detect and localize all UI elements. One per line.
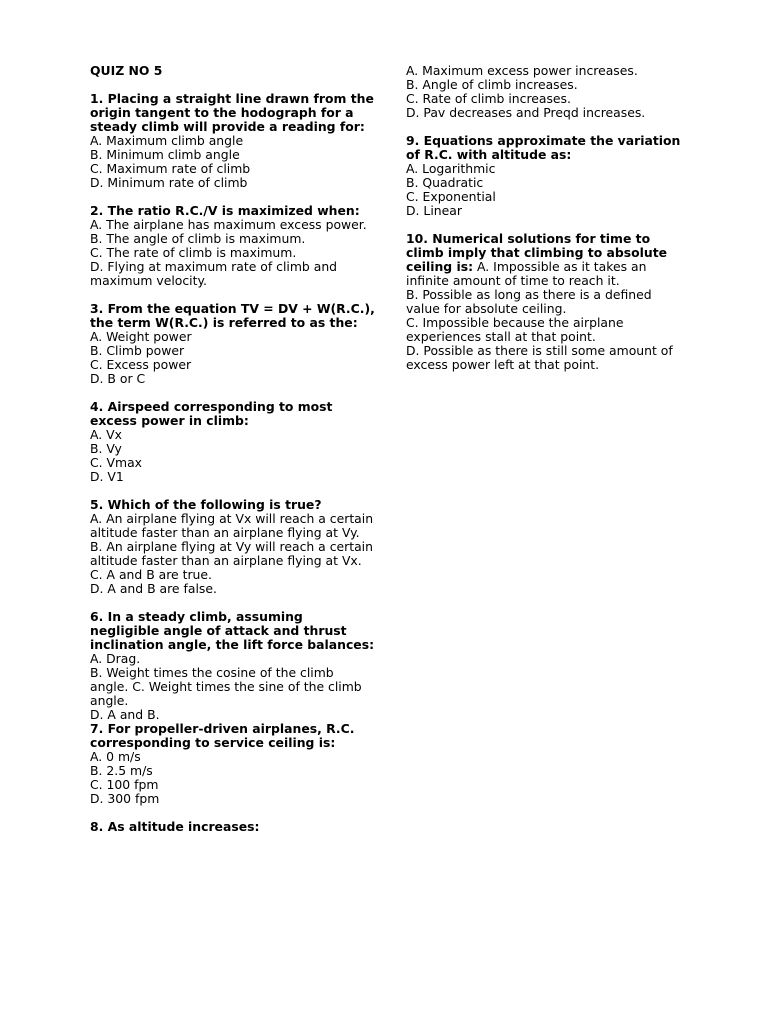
question-2 xyxy=(90,204,375,288)
q10-option-d: D. Possible as there is still some amount of excess power left at that point. xyxy=(406,343,673,372)
question-4 xyxy=(90,400,375,484)
q2-option-a: A. The airplane has maximum excess power. xyxy=(90,217,367,232)
q8-option-a: A. Maximum excess power increases. xyxy=(406,63,638,78)
q3-option-d: D. B or C xyxy=(90,371,146,386)
q9-option-d: D. Linear xyxy=(406,203,462,218)
question-3-text: 3. From the equation TV = DV + W(R.C.), the term W(R.C.) is referred to as the: xyxy=(90,301,375,330)
q4-option-c: C. Vmax xyxy=(90,455,143,470)
question-5-text: 5. Which of the following is true? xyxy=(90,497,322,512)
question-4-text: 4. Airspeed corresponding to most excess power in climb: xyxy=(90,399,333,428)
q6-option-d: D. A and B. xyxy=(90,707,160,722)
q10-option-c: C. Impossible because the airplane experiences stall at that point. xyxy=(406,315,624,344)
right-column xyxy=(406,64,681,386)
question-6-text: 6. In a steady climb, assuming negligible angle of attack and thrust inclination angle, the lift force balances: xyxy=(90,609,375,652)
question-5 xyxy=(90,498,375,596)
question-1-text: 1. Placing a straight line drawn from the origin tangent to the hodograph for a steady climb will provide a reading for: xyxy=(90,91,374,134)
question-9-text: 9. Equations approximate the variation of R.C. with altitude as: xyxy=(406,133,681,162)
question-7-text: 7. For propeller-driven airplanes, R.C. corresponding to service ceiling is: xyxy=(90,721,355,750)
q6-option-a: A. Drag. xyxy=(90,651,141,666)
q3-option-a: A. Weight power xyxy=(90,329,192,344)
q2-option-b: B. The angle of climb is maximum. xyxy=(90,231,306,246)
q3-option-b: B. Climb power xyxy=(90,343,185,358)
q10-option-b: B. Possible as long as there is a defined value for absolute ceiling. xyxy=(406,287,652,316)
q4-option-b: B. Vy xyxy=(90,441,122,456)
q8-option-c: C. Rate of climb increases. xyxy=(406,91,571,106)
question-9 xyxy=(406,134,681,218)
q5-option-b: B. An airplane flying at Vy will reach a certain altitude faster than an airplane flying at Vx. xyxy=(90,539,373,568)
q4-option-d: D. V1 xyxy=(90,469,124,484)
q9-option-a: A. Logarithmic xyxy=(406,161,496,176)
q9-option-c: C. Exponential xyxy=(406,189,496,204)
q7-option-c: C. 100 fpm xyxy=(90,777,159,792)
question-2-text: 2. The ratio R.C./V is maximized when: xyxy=(90,203,360,218)
question-10 xyxy=(406,232,681,372)
left-column xyxy=(90,64,375,848)
question-6 xyxy=(90,610,375,722)
q10-option-a: A. Impossible as it takes an infinite amount of time to reach it. xyxy=(406,259,647,288)
question-7 xyxy=(90,722,375,806)
q5-option-d: D. A and B are false. xyxy=(90,581,217,596)
q2-option-c: C. The rate of climb is maximum. xyxy=(90,245,297,260)
q9-option-b: B. Quadratic xyxy=(406,175,484,190)
q1-option-c: C. Maximum rate of climb xyxy=(90,161,251,176)
q7-option-b: B. 2.5 m/s xyxy=(90,763,153,778)
q1-option-a: A. Maximum climb angle xyxy=(90,133,244,148)
question-1 xyxy=(90,92,375,190)
q4-option-a: A. Vx xyxy=(90,427,122,442)
q5-option-c: C. A and B are true. xyxy=(90,567,212,582)
quiz-title: QUIZ NO 5 xyxy=(90,63,163,78)
question-8 xyxy=(90,820,375,834)
q2-option-d: D. Flying at maximum rate of climb and maximum velocity. xyxy=(90,259,338,288)
q7-option-d: D. 300 fpm xyxy=(90,791,160,806)
q1-option-b: B. Minimum climb angle xyxy=(90,147,240,162)
question-8-text: 8. As altitude increases: xyxy=(90,819,260,834)
question-8-options xyxy=(406,64,681,120)
q7-option-a: A. 0 m/s xyxy=(90,749,141,764)
question-3 xyxy=(90,302,375,386)
q1-option-d: D. Minimum rate of climb xyxy=(90,175,248,190)
question-10-text: 10. Numerical solutions for time to climb imply that climbing to absolute ceiling is: xyxy=(406,231,668,274)
q5-option-a: A. An airplane flying at Vx will reach a certain altitude faster than an airplane flying at Vy. xyxy=(90,511,374,540)
q8-option-b: B. Angle of climb increases. xyxy=(406,77,578,92)
q8-option-d: D. Pav decreases and Preqd increases. xyxy=(406,105,646,120)
question-10-block xyxy=(406,232,681,288)
q6-option-b-c: B. Weight times the cosine of the climb angle. C. Weight times the sine of the climb angle. xyxy=(90,665,362,708)
q3-option-c: C. Excess power xyxy=(90,357,192,372)
